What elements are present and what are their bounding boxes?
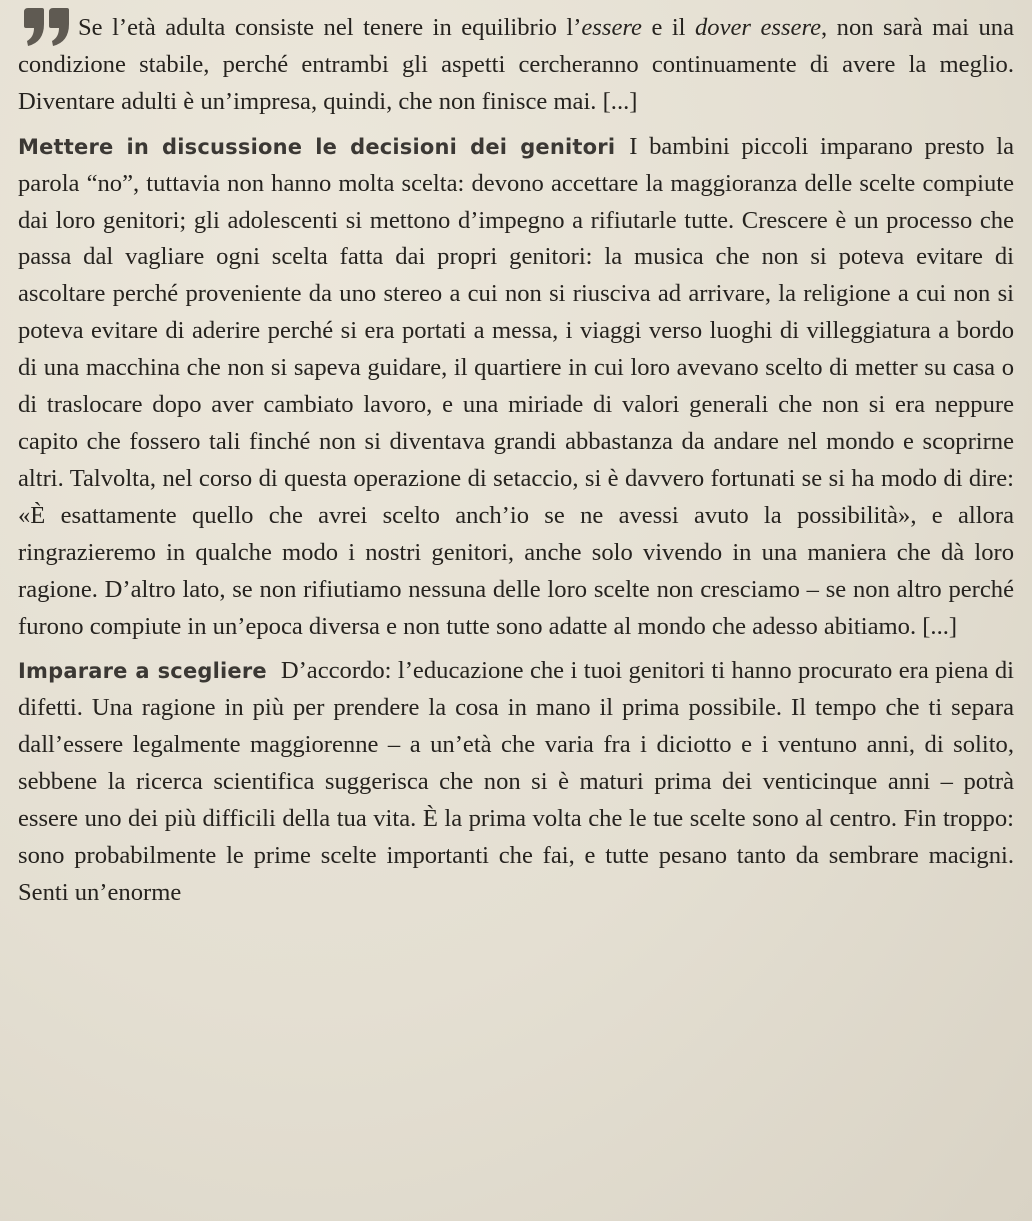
- section-body-scegliere: D’accordo: l’educazione che i tuoi genitori ti hanno procurato era piena di difetti. Una ragione in più per prendere la cosa in mano il prima possibile. Il tempo che ti separa dall’essere legalmente maggiorenne – a un’età che varia fra i diciotto e i ventuno anni, di solito, sebbene la ricerca scientifica suggerisca che non si è maturi prima dei venticinque anni – potrà essere uno dei più difficili della tua vita. È la prima volta che le tue scelte sono al centro. Fin troppo: sono probabilmente le prime scelte importanti che fai, e tutte pesano tanto da sembrare macigni. Senti un’enorme: [18, 657, 1015, 906]
- section-body-decisioni: I bambini piccoli imparano presto la parola “no”, tuttavia non hanno molta scelta: devono accettare la maggioranza delle scelte compiute dai loro genitori; gli adolescenti si mettono d’impegno a rifiutarle tutte. Crescere è un processo che passa dal vagliare ogni scelta fatta dai propri genitori: la musica che non si poteva evitare di ascoltare perché proveniente da uno stereo a cui non si riusciva ad arrivare, la religione a cui non si poteva evitare di aderire perché si era portati a messa, i viaggi verso luoghi di villeggiatura a bordo di una macchina che non si sapeva guidare, il quartiere in cui loro avevano scelto di metter su casa o di traslocare dopo aver cambiato lavoro, e una miriade di valori generali che non si era neppure capito che fossero tali finché non si diventava grandi abbastanza da andare nel mondo e scoprirne altri. Talvolta, nel corso di questa operazione di setaccio, si è davvero fortunati se si ha modo di dire: «È esattamente quello che avrei scelto anch’io se ne avessi avuto la possibilità», e allora ringrazieremo in qualche modo i nostri genitori, anche solo vivendo in una maniera che dà loro ragione. D’altro lato, se non rifiutiamo nessuna delle loro scelte non cresciamo – se non altro perché furono compiute in un’epoca diversa e non tutte sono adatte al mondo che adesso abitiamo. [...]: [18, 132, 1014, 640]
- intro-text-3: , non sarà mai una condizione stabile, perché entrambi gli aspetti cercheranno continuamente di avere la meglio. Diventare adulti è un’impresa, quindi, che non finisce mai. [...]: [18, 14, 1014, 115]
- section-paragraph-scegliere: [18, 653, 1014, 911]
- page-text: [18, 10, 1014, 912]
- intro-dover-essere-italic: dover essere: [695, 14, 822, 41]
- section-heading-decisioni: Mettere in discussione le decisioni dei genitori: [18, 134, 616, 159]
- intro-text-1: Se l’età adulta consiste nel tenere in equilibrio l’: [78, 14, 582, 41]
- intro-text-2: e il: [641, 14, 695, 41]
- intro-paragraph: [18, 10, 1014, 121]
- section-paragraph-decisioni: [18, 129, 1014, 646]
- intro-essere-italic: essere: [581, 14, 642, 41]
- section-heading-scegliere: Imparare a scegliere: [18, 659, 267, 684]
